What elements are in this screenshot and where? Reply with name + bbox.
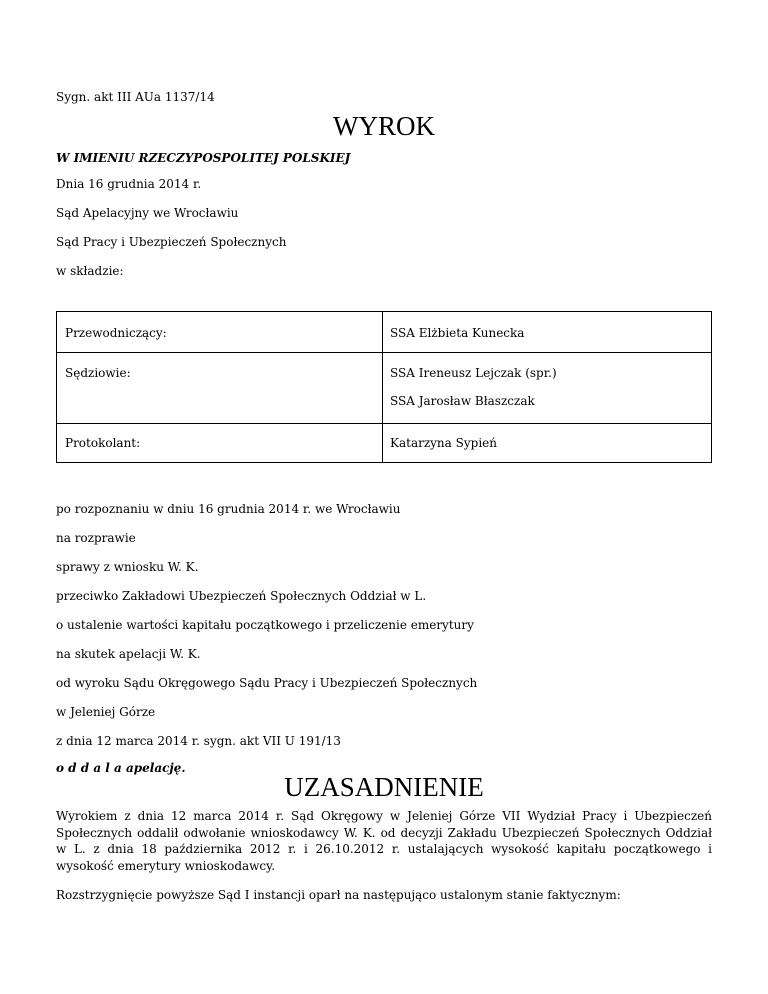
subtitle: W IMIENIU RZECZYPOSPOLITEJ POLSKIEJ xyxy=(56,151,351,165)
ruling: o d d a l a apelację. xyxy=(56,761,186,775)
proceedings-line: z dnia 12 marca 2014 r. sygn. akt VII U 191/13 xyxy=(56,734,341,748)
table-divider xyxy=(382,312,383,462)
justification-paragraph: Rozstrzygnięcie powyższe Sąd I instancji oparł na następująco ustalonym stanie faktycznym: xyxy=(56,888,621,902)
clerk-label: Protokolant: xyxy=(65,436,141,450)
court-panel-table xyxy=(56,311,712,463)
proceedings-line: w Jeleniej Górze xyxy=(56,705,156,719)
chair-name: SSA Elżbieta Kunecka xyxy=(390,326,525,340)
document-title: WYROK xyxy=(333,111,435,141)
proceedings-line: sprawy z wniosku W. K. xyxy=(56,560,199,574)
proceedings-line: przeciwko Zakładowi Ubezpieczeń Społecznych Oddział w L. xyxy=(56,589,427,603)
proceedings-line: o ustalenie wartości kapitału początkowego i przeliczenie emerytury xyxy=(56,618,474,632)
table-row-separator xyxy=(57,352,711,353)
proceedings-line: po rozpoznaniu w dniu 16 grudnia 2014 r. we Wrocławiu xyxy=(56,502,401,516)
justification-title: UZASADNIENIE xyxy=(284,772,484,802)
date-line: Dnia 16 grudnia 2014 r. xyxy=(56,177,202,191)
composition-label: w składzie: xyxy=(56,264,124,278)
judge-name: SSA Jarosław Błaszczak xyxy=(390,394,535,408)
proceedings-line: na rozprawie xyxy=(56,531,136,545)
judge-name: SSA Ireneusz Lejczak (spr.) xyxy=(390,366,557,380)
table-row-separator xyxy=(57,423,711,424)
proceedings-line: od wyroku Sądu Okręgowego Sądu Pracy i Ubezpieczeń Społecznych xyxy=(56,676,478,690)
clerk-name: Katarzyna Sypień xyxy=(390,436,497,450)
proceedings-line: na skutek apelacji W. K. xyxy=(56,647,201,661)
justification-paragraph: Wyrokiem z dnia 12 marca 2014 r. Sąd Okręgowy w Jeleniej Górze VII Wydział Pracy i Ubezpieczeń Społecznych oddalił odwołanie wnioskodawcy W. K. od decyzji Zakładu Ubezpieczeń Społecznych Oddział w L. z dnia 18 października 2012 r. i 26.10.2012 r. ustalających wysokość kapitału początkowego i wysokość emerytury wnioskodawcy. xyxy=(56,809,712,873)
case-number: Sygn. akt III AUa 1137/14 xyxy=(56,90,215,104)
court-name: Sąd Apelacyjny we Wrocławiu xyxy=(56,206,239,220)
court-division: Sąd Pracy i Ubezpieczeń Społecznych xyxy=(56,235,287,249)
judges-label: Sędziowie: xyxy=(65,366,131,380)
chair-label: Przewodniczący: xyxy=(65,326,167,340)
